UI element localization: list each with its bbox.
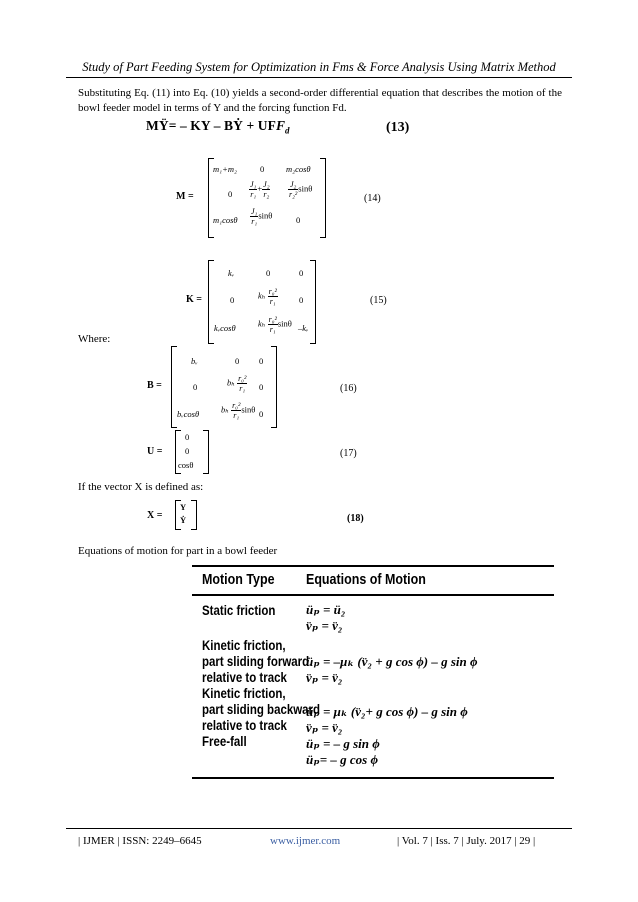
matrix-k-r2c1: 0	[230, 295, 235, 305]
matrix-b-r1c2: 0	[235, 356, 240, 366]
matrix-k-r2c2: kₕ $\frac{\text{r₀²}}{\text{r₁}}$	[258, 287, 277, 306]
row-freefall-label: Free-fall	[202, 733, 247, 749]
row-kinetic-backward-eq2: v̈ₚ = v̈₂	[306, 720, 343, 735]
matrix-u-right-bracket	[203, 430, 209, 474]
equation-13-subscript: d	[285, 125, 290, 136]
vector-x-label: X =	[147, 510, 163, 521]
vector-x-r2: Ẏ	[180, 515, 187, 525]
equation-14-number: (14)	[364, 193, 381, 204]
intro-paragraph: Substituting Eq. (11) into Eq. (10) yields a second-order differential equation that describes the motion of the bowl feeder model in terms of Y and the forcing function Fd.	[78, 87, 562, 114]
row-freefall-eq1: üₚ = – g sin ϕ	[306, 736, 380, 751]
matrix-u-r2: 0	[185, 446, 190, 456]
matrix-u-r3: cosθ	[178, 460, 194, 470]
matrix-k-r1c1: kᵥ	[228, 268, 235, 278]
equation-16-number: (16)	[340, 383, 357, 394]
matrix-b-r3c1: bᵥcosθ	[177, 409, 200, 419]
matrix-b	[147, 346, 287, 428]
row-kinetic-forward-l1: Kinetic friction,	[202, 637, 286, 653]
matrix-b-label: B =	[147, 380, 162, 391]
matrix-u-label: U =	[147, 446, 163, 457]
table-bottom-rule	[192, 777, 554, 779]
footer-volume-page: | Vol. 7 | Iss. 7 | July. 2017 | 29 |	[397, 835, 536, 847]
matrix-b-r2c1: 0	[193, 382, 198, 392]
vector-x	[147, 500, 207, 530]
row-kinetic-backward-l3: relative to track	[202, 717, 287, 733]
matrix-k-r3c3: –kᵥ	[298, 323, 309, 333]
equation-13-number: (13)	[386, 120, 410, 135]
equation-18-number: (18)	[347, 513, 364, 524]
row-kinetic-forward-eq1: üₚ = –μₖ (v̈₂ + g cos ϕ) – g sin ϕ	[306, 654, 478, 669]
matrix-k-r3c1: kᵥcosθ	[214, 323, 236, 333]
matrix-b-r2c2: bₕ $\frac{\text{r₀²}}{\text{r₁}}$	[227, 374, 247, 393]
row-kinetic-backward-l1: Kinetic friction,	[202, 685, 286, 701]
vector-x-right-bracket	[191, 500, 197, 530]
matrix-m-r3c2: $\frac{\text{J₁}}{\text{r₁}}$ sinθ	[251, 207, 273, 226]
row-static-eq2: v̈ₚ = v̈₂	[306, 618, 343, 633]
row-kinetic-forward-l3: relative to track	[202, 669, 287, 685]
footer-journal-issn: | IJMER | ISSN: 2249–6645	[78, 835, 202, 847]
equation-13-body: MŸ= – KY – BẎ + UF	[146, 118, 276, 133]
row-freefall-eq2: üₚ= – g cos ϕ	[306, 752, 378, 767]
running-header: Study of Part Feeding System for Optimization in Fms & Force Analysis Using Matrix Method	[82, 60, 556, 74]
row-kinetic-backward-l2: part sliding backward	[202, 701, 321, 717]
row-kinetic-forward-eq2: v̈ₚ = v̈₂	[306, 670, 343, 685]
table-top-rule	[192, 565, 554, 567]
matrix-u	[147, 430, 217, 474]
matrix-m-r2c2: $\frac{\text{J₁}}{\text{r₁}}$ + $\frac{\text{J₂}}{\text{r₂}}$	[250, 180, 270, 199]
matrix-m	[176, 158, 346, 238]
matrix-m-right-bracket	[320, 158, 326, 238]
matrix-k-r1c3: 0	[299, 268, 304, 278]
footer-rule	[66, 828, 572, 829]
matrix-b-r3c3: 0	[259, 409, 264, 419]
matrix-k-r3c2: kₕ $\frac{\text{r₀²}}{\text{r₁}}$ sinθ	[258, 315, 292, 334]
matrix-m-r1c1: m₁+m₂	[213, 164, 237, 174]
matrix-k-r1c2: 0	[266, 268, 271, 278]
equation-15-number: (15)	[370, 295, 387, 306]
matrix-k	[186, 258, 336, 344]
where-label: Where:	[78, 333, 111, 345]
matrix-m-r3c3: 0	[296, 215, 301, 225]
matrix-b-r1c3: 0	[259, 356, 264, 366]
table-header-motion-type: Motion Type	[202, 572, 275, 588]
matrix-k-right-bracket	[310, 260, 316, 344]
row-static-eq1: üₚ = ü₂	[306, 602, 346, 617]
vector-x-intro: If the vector X is defined as:	[78, 481, 204, 493]
matrix-b-r3c2: bₕ $\frac{\text{r₀²}}{\text{r₁}}$ sinθ	[221, 401, 256, 420]
motion-equations-table	[192, 565, 554, 791]
table-header-rule	[192, 594, 554, 596]
table-header-equations: Equations of Motion	[306, 572, 426, 588]
equation-13: MŸ= – KY – BẎ + $UFF_d$	[146, 118, 290, 136]
matrix-m-r2c3: $\frac{\text{J₂}}{\text{r₂²}}$ sinθ	[289, 180, 313, 199]
matrix-k-label: K =	[186, 294, 202, 305]
matrix-m-r3c1: m₁cosθ	[213, 215, 238, 225]
matrix-b-r1c1: bᵥ	[191, 356, 198, 366]
table-caption: Equations of motion for part in a bowl feeder	[78, 545, 278, 557]
row-kinetic-forward-l2: part sliding forward	[202, 653, 310, 669]
matrix-m-r1c3: m₂cosθ	[286, 164, 311, 174]
matrix-m-r2c1: 0	[228, 189, 233, 199]
matrix-b-r2c3: 0	[259, 382, 264, 392]
matrix-m-r1c2: 0	[260, 164, 265, 174]
matrix-k-r2c3: 0	[299, 295, 304, 305]
header-rule	[66, 77, 572, 78]
matrix-m-label: M =	[176, 191, 194, 202]
matrix-b-right-bracket	[271, 346, 277, 428]
vector-x-r1: Y	[180, 502, 187, 512]
row-static-label: Static friction	[202, 602, 276, 618]
equation-17-number: (17)	[340, 448, 357, 459]
footer-website-link[interactable]: www.ijmer.com	[270, 835, 341, 847]
row-kinetic-backward-eq1: üₚ = μₖ (v̈₂+ g cos ϕ) – g sin ϕ	[306, 704, 468, 719]
matrix-u-r1: 0	[185, 432, 190, 442]
